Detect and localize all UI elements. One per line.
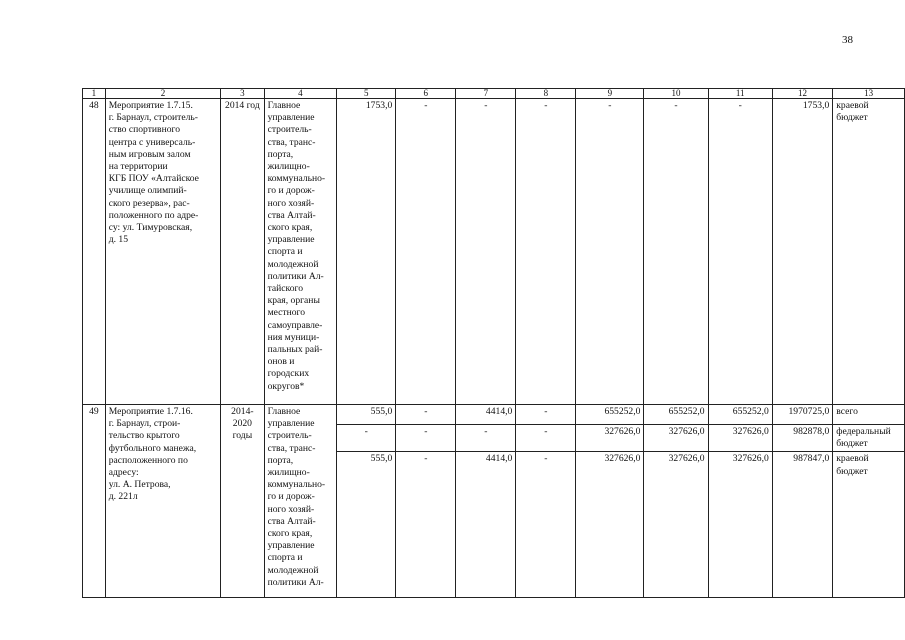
- value-cell: 982878,0: [772, 425, 833, 452]
- value-cell: -: [456, 99, 516, 405]
- value-cell: 327626,0: [576, 425, 644, 452]
- value-cell: -: [644, 99, 708, 405]
- column-number-row: [83, 89, 905, 99]
- column-number: 7: [456, 89, 516, 99]
- value-cell: 655252,0: [576, 405, 644, 425]
- executor-cell: Главное управление строитель- ства, транс- порта, жилищно- коммунально- го и дорож- ного хозяй- ства Алтай- ского края, управление спорта и молодежной политики Ал- тайского края, органы местного самоуправле- ния муници- пальных рай- онов и городских округов*: [264, 99, 337, 405]
- funding-source: краевой бюджет: [833, 99, 905, 405]
- value-cell: 327626,0: [644, 425, 708, 452]
- column-number: 6: [396, 89, 456, 99]
- value-cell: 1753,0: [772, 99, 833, 405]
- row-number: 48: [83, 99, 106, 405]
- value-cell: -: [396, 425, 456, 452]
- value-cell: 4414,0: [456, 452, 516, 598]
- value-cell: 655252,0: [644, 405, 708, 425]
- value-cell: -: [396, 452, 456, 598]
- executor-cell: Главное управление строитель- ства, транс- порта, жилищно- коммунально- го и дорож- ного хозяй- ства Алтай- ского края, управление спорта и молодежной политики Ал-: [264, 405, 337, 598]
- value-cell: 327626,0: [708, 425, 772, 452]
- measure-description: Мероприятие 1.7.16. г. Барнаул, строи- тельство крытого футбольного манежа, расположенного по адресу: ул. А. Петрова, д. 221л: [105, 405, 220, 598]
- column-number: 10: [644, 89, 708, 99]
- value-cell: 555,0: [337, 405, 396, 425]
- column-number: 5: [337, 89, 396, 99]
- page-number: 38: [842, 34, 853, 46]
- funding-source: федеральный бюджет: [833, 425, 905, 452]
- column-number: 13: [833, 89, 905, 99]
- value-cell: 327626,0: [708, 452, 772, 598]
- period-cell: 2014- 2020 годы: [221, 405, 264, 598]
- row-number: 49: [83, 405, 106, 598]
- value-cell: 987847,0: [772, 452, 833, 598]
- value-cell: -: [576, 99, 644, 405]
- column-number: 11: [708, 89, 772, 99]
- value-cell: -: [516, 425, 576, 452]
- value-cell: -: [516, 99, 576, 405]
- value-cell: -: [456, 425, 516, 452]
- value-cell: 1753,0: [337, 99, 396, 405]
- value-cell: 327626,0: [644, 452, 708, 598]
- value-cell: 655252,0: [708, 405, 772, 425]
- budget-table: [82, 88, 905, 598]
- value-cell: 327626,0: [576, 452, 644, 598]
- column-number: 12: [772, 89, 833, 99]
- column-number: 1: [83, 89, 106, 99]
- period-cell: 2014 год: [221, 99, 264, 405]
- measure-description: Мероприятие 1.7.15. г. Барнаул, строитель- ство спортивного центра с универсаль- ным игровым залом на территории КГБ ПОУ «Алтайское училище олимпий- ского резерва», рас- положенного по адре- су: ул. Тимуровская, д. 15: [105, 99, 220, 405]
- value-cell: -: [396, 405, 456, 425]
- table-row-48: [83, 99, 905, 405]
- column-number: 8: [516, 89, 576, 99]
- value-cell: -: [337, 425, 396, 452]
- column-number: 3: [221, 89, 264, 99]
- column-number: 2: [105, 89, 220, 99]
- value-cell: -: [516, 405, 576, 425]
- value-cell: 555,0: [337, 452, 396, 598]
- value-cell: -: [516, 452, 576, 598]
- value-cell: 1970725,0: [772, 405, 833, 425]
- value-cell: -: [396, 99, 456, 405]
- funding-source: краевой бюджет: [833, 452, 905, 598]
- column-number: 4: [264, 89, 337, 99]
- value-cell: 4414,0: [456, 405, 516, 425]
- table-row-49: [83, 405, 905, 425]
- column-number: 9: [576, 89, 644, 99]
- value-cell: -: [708, 99, 772, 405]
- funding-source: всего: [833, 405, 905, 425]
